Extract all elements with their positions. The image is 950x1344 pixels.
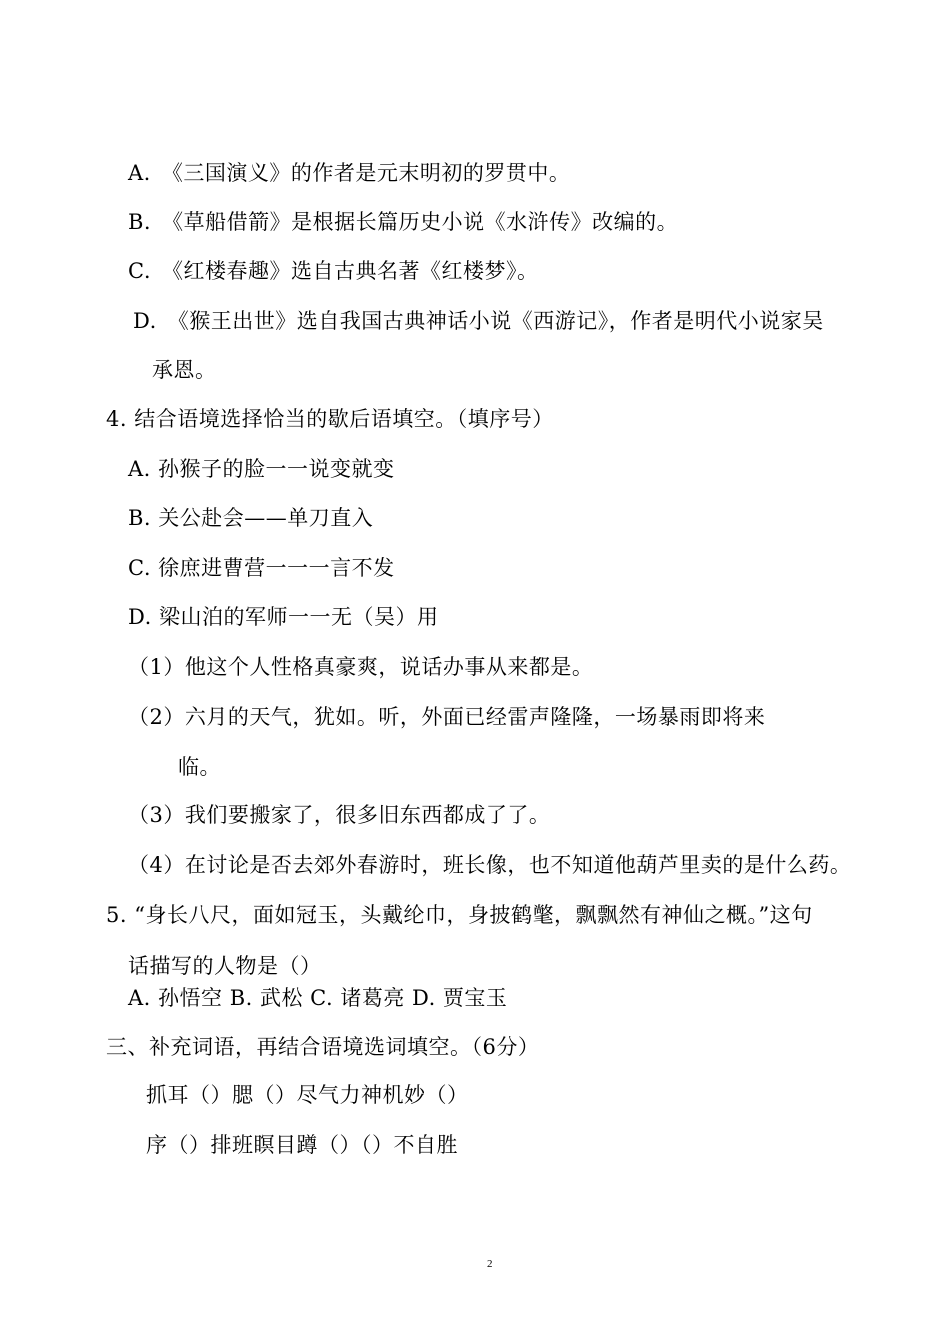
q4-item-3: （3）我们要搬家了，很多旧东西都成了了。 [128, 803, 551, 827]
q4-item-2-line2: 临。 [178, 755, 221, 779]
section3-word-row-1: 抓耳（）腮（）尽气力神机妙（） [146, 1083, 469, 1107]
q4-item-4: （4）在讨论是否去郊外春游时，班长像，也不知道他葫芦里卖的是什么药。 [128, 853, 852, 877]
q3-option-a: A. 《三国演义》的作者是元末明初的罗贯中。 [128, 161, 571, 185]
section3-word-row-2: 序（）排班瞑目蹲（）（）不自胜 [146, 1133, 458, 1157]
q3-option-d-line2: 承恩。 [152, 358, 217, 382]
q3-option-b: B. 《草船借箭》是根据长篇历史小说《水浒传》改编的。 [128, 210, 679, 234]
page-number: 2 [487, 1258, 493, 1270]
q5-stem-line1: 5. “身长八尺，面如冠玉，头戴纶巾，身披鹤氅，飘飘然有神仙之概。”这句 [106, 903, 813, 927]
q5-options: A. 孙悟空 B. 武松 C. 诸葛亮 D. 贾宝玉 [128, 986, 508, 1010]
q5-stem-line2: 话描写的人物是（） [128, 954, 322, 978]
q4-option-c: C. 徐庶进曹营一一一言不发 [128, 556, 395, 580]
q4-option-d: D. 梁山泊的军师一一无（吴）用 [128, 605, 439, 629]
q4-option-a: A. 孙猴子的脸一一说变就变 [128, 457, 395, 481]
q4-item-2-line1: （2）六月的天气，犹如。听，外面已经雷声隆隆，一场暴雨即将来 [128, 705, 766, 729]
q4-item-1: （1）他这个人性格真豪爽，说话办事从来都是。 [128, 655, 594, 679]
q4-option-b: B. 关公赴会——单刀直入 [128, 506, 374, 530]
section3-title: 三、补充词语，再结合语境选词填空。（6分） [106, 1035, 540, 1059]
q4-stem: 4. 结合语境选择恰当的歇后语填空。（填序号） [106, 407, 554, 431]
q3-option-d-line1: D. 《猴王出世》选自我国古典神话小说《西游记》，作者是明代小说家吴 [133, 309, 824, 333]
q3-option-c: C. 《红楼春趣》选自古典名著《红楼梦》。 [128, 259, 539, 283]
